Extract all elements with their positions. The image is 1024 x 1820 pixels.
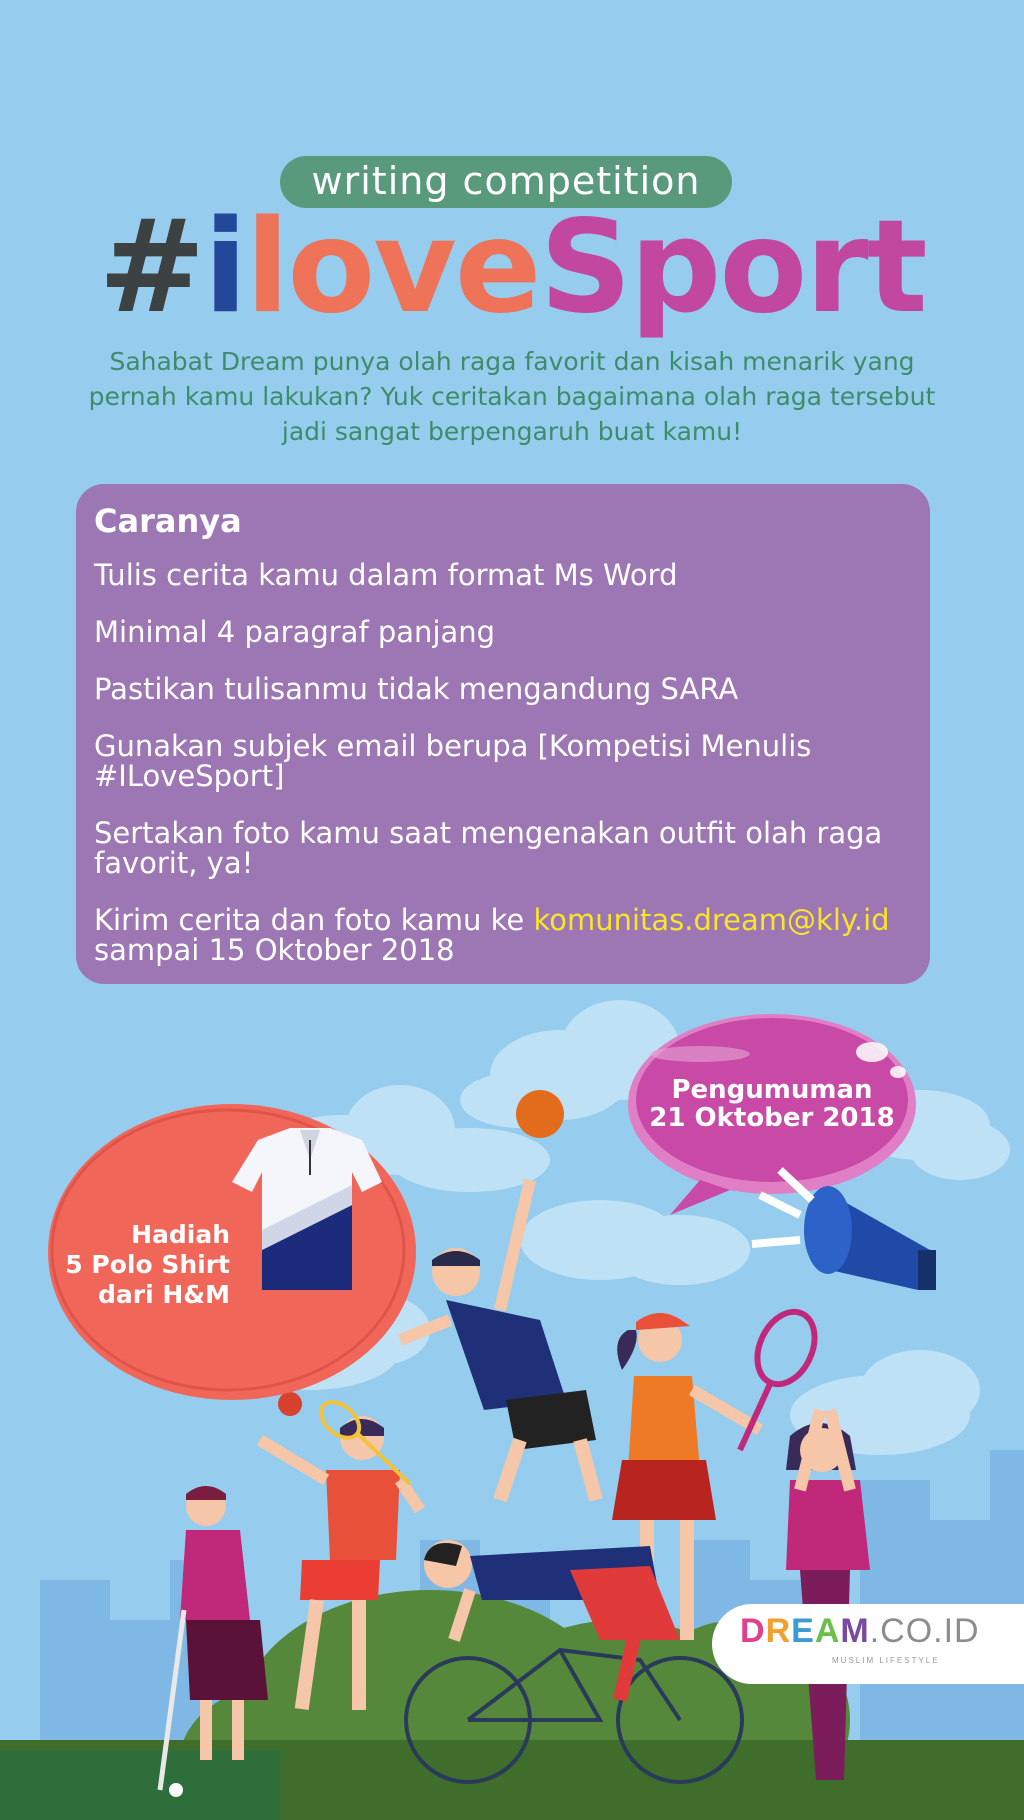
rule-item: Minimal 4 paragraf panjang [94, 615, 496, 649]
submit-prefix: Kirim cerita dan foto kamu ke [94, 903, 534, 937]
logo-letter: R [765, 1612, 792, 1650]
logo-wordmark [740, 1612, 980, 1651]
logo-letter: A [814, 1612, 841, 1650]
hashtag-i: i [203, 193, 246, 342]
hashtag-sport: Sport [539, 193, 926, 342]
prize-line: 5 Polo Shirt [65, 1250, 230, 1279]
logo-tagline: MUSLIM LIFESTYLE [832, 1656, 940, 1665]
prize-text [40, 1220, 230, 1310]
rule-item: Pastikan tulisanmu tidak mengandung SARA [94, 672, 739, 706]
competition-label: writing competition [280, 156, 732, 208]
rules-title: Caranya [94, 502, 242, 540]
rule-item: Gunakan subjek email berupa [Kompetisi Menulis #ILoveSport] [94, 729, 812, 793]
prize-line: Hadiah [131, 1220, 230, 1249]
announcement-line: Pengumuman [671, 1075, 873, 1105]
rule-item: Tulis cerita kamu dalam format Ms Word [94, 558, 678, 592]
ball [516, 1090, 564, 1138]
prize-line: dari H&M [98, 1280, 230, 1309]
rule-item-submit [94, 905, 912, 965]
intro-text: Sahabat Dream punya olah raga favorit dan kisah menarik yang pernah kamu lakukan? Yuk ceritakan bagaimana olah raga tersebut jadi sangat berpengaruh buat kamu! [88, 347, 936, 446]
announcement-date: 21 Oktober 2018 [649, 1103, 895, 1133]
hashtag-title [0, 193, 1024, 342]
logo-letter: E [791, 1612, 815, 1650]
rule-item: Sertakan foto kamu saat mengenakan outfit olah raga favorit, ya! [94, 816, 883, 880]
hashtag-love: love [245, 193, 540, 342]
dream-logo[interactable] [712, 1604, 1024, 1684]
logo-letter: D [740, 1612, 766, 1650]
rules-panel [76, 484, 930, 984]
logo-letter: M [840, 1612, 870, 1650]
hashtag-hash: # [98, 193, 204, 342]
announcement-text [632, 1076, 912, 1132]
email-link[interactable]: komunitas.dream@kly.id [533, 903, 890, 937]
submit-deadline: sampai 15 Oktober 2018 [94, 933, 455, 967]
logo-domain: .CO.ID [869, 1612, 980, 1650]
